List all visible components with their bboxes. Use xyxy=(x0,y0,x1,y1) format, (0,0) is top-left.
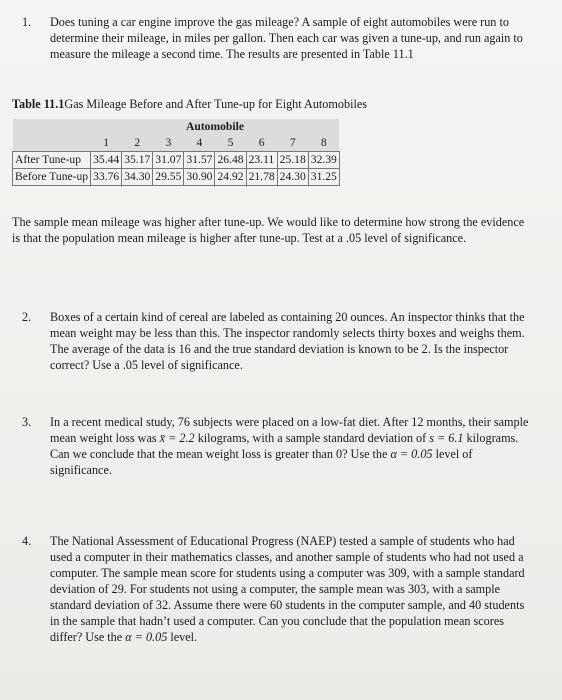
problem-4 xyxy=(22,533,532,645)
row-label: Before Tune-up xyxy=(13,169,91,186)
column-header: 7 xyxy=(277,135,308,152)
problem-text xyxy=(50,414,532,478)
table-cell: 32.39 xyxy=(308,152,339,169)
table-cell: 30.90 xyxy=(184,169,215,186)
problem-text: Boxes of a certain kind of cereal are labeled as containing 20 ounces. An inspector thinks that the mean weight may be less than this. The inspector randomly selects thirty boxes and weighs them. The average of the data is 16 and the true standard deviation is known to be 2. Is the inspector correct? Use a .05 level of significance. xyxy=(50,310,525,372)
std-dev-symbol: s = 6.1 xyxy=(429,431,464,445)
alpha-symbol: α = 0.05 xyxy=(390,447,433,461)
text-segment: kilograms. Can we conclude that the mean weight loss is greater than 0? Use the xyxy=(50,431,519,461)
table-cell: 31.25 xyxy=(308,169,339,186)
table-group-header: Automobile xyxy=(91,119,340,135)
problem-number: 4. xyxy=(22,534,32,548)
table-cell: 21.78 xyxy=(246,169,277,186)
table-row xyxy=(13,169,340,186)
table-cell: 24.92 xyxy=(215,169,246,186)
table-cell: 24.30 xyxy=(277,169,308,186)
mileage-table xyxy=(12,119,340,186)
table-cell: 33.76 xyxy=(91,169,122,186)
table-cell: 25.18 xyxy=(277,152,308,169)
table-cell: 26.48 xyxy=(215,152,246,169)
problem-3 xyxy=(22,414,532,478)
table-cell: 35.44 xyxy=(91,152,122,169)
table-caption xyxy=(12,96,367,112)
column-header: 5 xyxy=(215,135,246,152)
table-header-row xyxy=(13,135,340,152)
problem-text: Does tuning a car engine improve the gas mileage? A sample of eight automobiles were run to determine their mileage, in miles per gallon. Then each car was given a tune-up, and run again to measure the mileage a second time. The results are presented in Table 11.1 xyxy=(50,15,523,61)
alpha-symbol: α = 0.05 xyxy=(125,630,168,644)
problem-number: 2. xyxy=(22,310,32,324)
table-cell: 31.57 xyxy=(184,152,215,169)
text-segment: level of significance. xyxy=(50,447,473,477)
column-header: 6 xyxy=(246,135,277,152)
column-header: 4 xyxy=(184,135,215,152)
table-cell: 31.07 xyxy=(153,152,184,169)
problem-text xyxy=(50,533,532,645)
column-header: 8 xyxy=(308,135,339,152)
problem-number: 3. xyxy=(22,415,32,429)
text-segment: kilograms, with a sample standard deviation of xyxy=(194,431,430,445)
table-title-text: Gas Mileage Before and After Tune-up for Eight Automobiles xyxy=(64,97,367,111)
text-segment: The National Assessment of Educational Progress (NAEP) tested a sample of students who had used a computer in their mathematics classes, and another sample of students who had not used a computer. The sample mean score for students using a computer was 309, with a sample standard deviation of 29. For students not using a computer, the sample mean was 303, with a sample standard deviation of 32. Assume there were 60 students in the computer sample, and 40 students in the sample that hadn’t used a computer. Can you conclude that the population mean scores differ? Use the xyxy=(50,534,525,644)
text-segment: In a recent medical study, 76 subjects were placed on a low-fat diet. After 12 months, their sample mean weight loss was xyxy=(50,415,529,445)
column-header: 2 xyxy=(122,135,153,152)
problem-1 xyxy=(22,14,532,62)
table-cell: 34.30 xyxy=(122,169,153,186)
table-cell: 29.55 xyxy=(153,169,184,186)
sample-mean-symbol: x̄ = 2.2 xyxy=(159,431,195,445)
row-label: After Tune-up xyxy=(13,152,91,169)
table-cell: 23.11 xyxy=(246,152,277,169)
table-number: Table 11.1 xyxy=(12,97,65,111)
problem-2 xyxy=(22,309,532,373)
table-cell: 35.17 xyxy=(122,152,153,169)
table-row xyxy=(13,152,340,169)
table-followup-text: The sample mean mileage was higher after tune-up. We would like to determine how strong the evidence is that the population mean mileage is higher after tune-up. Test at a .05 level of significance. xyxy=(12,215,525,245)
column-header: 3 xyxy=(153,135,184,152)
text-segment: level. xyxy=(167,630,198,644)
column-header: 1 xyxy=(91,135,122,152)
problem-number: 1. xyxy=(22,15,32,29)
